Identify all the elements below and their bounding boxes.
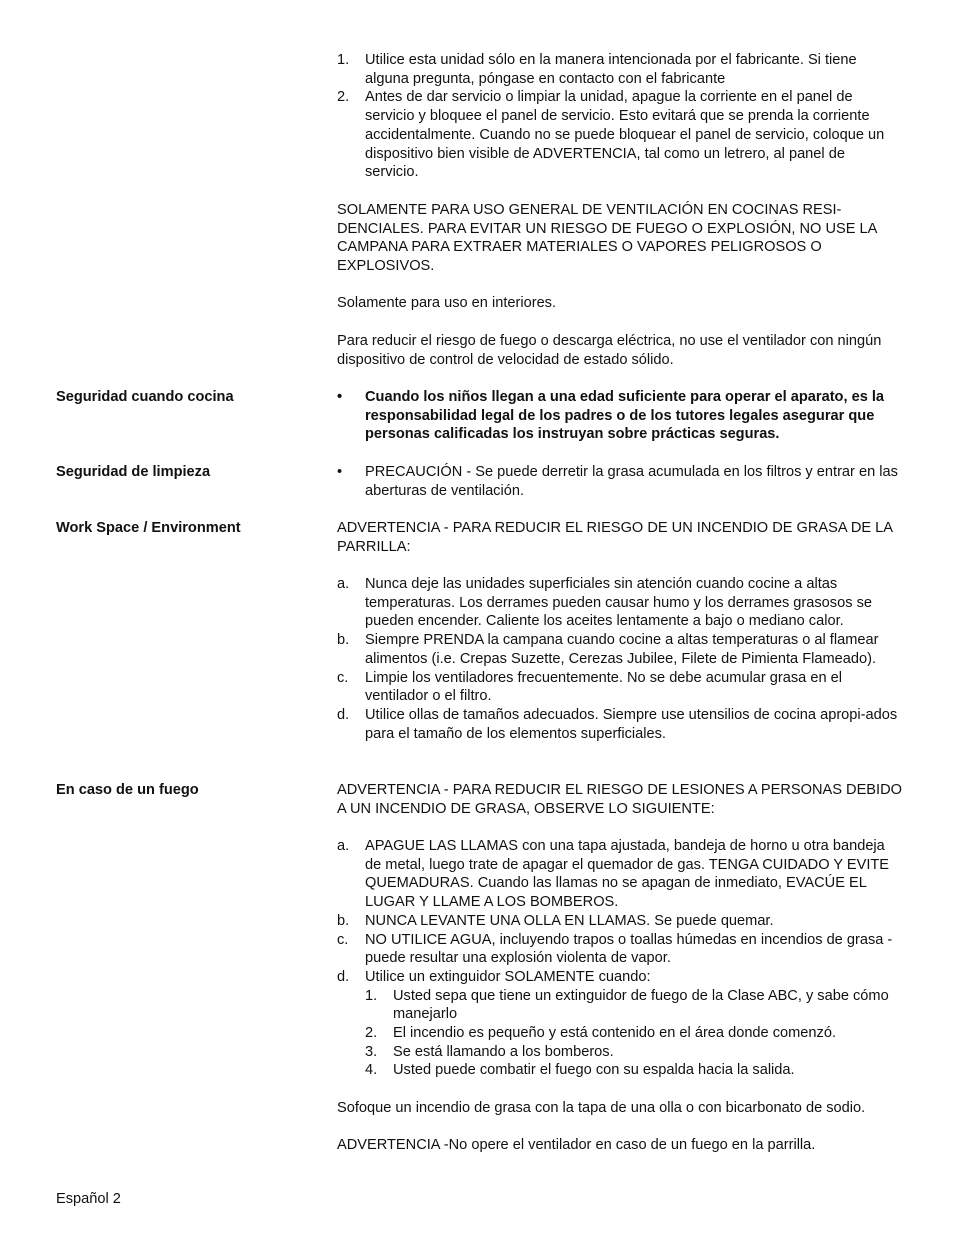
- sub-list-marker: 2.: [365, 1025, 378, 1042]
- page-footer: Español 2: [56, 1191, 121, 1207]
- list-marker: c.: [337, 931, 349, 948]
- list-item-text: Antes de dar servicio o limpiar la unidad, apague la corriente en el panel de servicio y bloquee el panel de servicio. Esto evitará que se prenda la corriente accidentalmente. Cuando no se puede bloquear el panel de servicio, coloque un dispositivo bien visible de ADVERTENCIA, tal como un letrero, al panel de servicio.: [365, 89, 885, 181]
- sub-list-marker: 1.: [365, 987, 378, 1004]
- list-item: [337, 837, 902, 912]
- work-space-list: [337, 575, 902, 743]
- list-marker: d.: [337, 706, 350, 723]
- list-item-text: APAGUE LAS LLAMAS con una tapa ajustada, bandeja de horno u otra bandeja de metal, luego trate de apagar el quemador de gas. TENGA CUIDADO Y EVITE QUEMADURAS. Cuando las llamas no se apagan de inmediato, EVACÚE EL LUGAR Y LLAME A LOS BOMBEROS.: [365, 838, 890, 911]
- speed-control-paragraph: Para reducir el riesgo de fuego o descarga eléctrica, no use el ventilador con ningún dispositivo de control de velocidad de estado sólido.: [337, 333, 882, 368]
- bullet-marker: •: [337, 389, 343, 405]
- list-marker: 1.: [337, 52, 350, 68]
- bullet-marker: •: [337, 464, 343, 480]
- list-item: [337, 631, 902, 668]
- fire-warning: ADVERTENCIA - PARA REDUCIR EL RIESGO DE LESIONES A PERSONAS DEBIDO A UN INCENDIO DE GRASA, OBSERVE LO SIGUIENTE:: [337, 782, 902, 817]
- sub-list-marker: 3.: [365, 1043, 378, 1060]
- list-marker: 2.: [337, 89, 350, 106]
- list-item-text: Cuando los niños llegan a una edad suficiente para operar el aparato, es la responsabilidad legal de los padres o de los tutores legales asegurar que personas calificadas los instruyan sobre prácticas seguras.: [365, 389, 885, 443]
- list-item: [337, 669, 902, 706]
- list-item-text: NO UTILICE AGUA, incluyendo trapos o toallas húmedas en incendios de grasa - puede resultar una explosión violenta de vapor.: [365, 931, 893, 967]
- list-marker: d.: [337, 968, 350, 985]
- list-item: [337, 463, 902, 500]
- list-item-text: Utilice esta unidad sólo en la manera intencionada por el fabricante. Si tiene alguna pregunta, póngase en contacto con el fabricante: [365, 52, 857, 87]
- sub-list-item-text: Usted puede combatir el fuego con su espalda hacia la salida.: [393, 1062, 795, 1079]
- sub-list-item: [365, 987, 902, 1024]
- list-item-text: Siempre PRENDA la campana cuando cocine a altas temperaturas o al flamear alimentos (i.e. Crepas Suzette, Cerezas Jubilee, Filete de Pimienta Flameado).: [365, 632, 879, 667]
- list-marker: b.: [337, 912, 350, 929]
- sub-list-item-text: Usted sepa que tiene un extinguidor de fuego de la Clase ABC, y sabe cómo manejarlo: [393, 987, 889, 1023]
- section-label-cleaning-safety: Seguridad de limpieza: [56, 464, 211, 480]
- list-item: [337, 51, 902, 88]
- cooking-safety-bullet: [337, 388, 902, 444]
- cleaning-safety-bullet: [337, 463, 902, 500]
- list-item-text: NUNCA LEVANTE UNA OLLA EN LLAMAS. Se puede quemar.: [365, 912, 774, 929]
- fire-list: [337, 837, 902, 1080]
- list-item: [337, 575, 902, 631]
- list-item: [337, 88, 902, 182]
- list-marker: c.: [337, 669, 349, 686]
- smother-fire-paragraph: Sofoque un incendio de grasa con la tapa de una olla o con bicarbonato de sodio.: [337, 1100, 866, 1116]
- list-marker: b.: [337, 632, 350, 649]
- section-label-work-space: Work Space / Environment: [56, 520, 241, 536]
- list-item-text: Utilice ollas de tamaños adecuados. Siempre use utensilios de cocina apropi-ados para el tamaño de los elementos superficiales.: [365, 706, 898, 742]
- list-item: [337, 931, 902, 968]
- intro-list: [337, 51, 902, 182]
- list-item-text: Nunca deje las unidades superficiales sin atención cuando cocine a altas temperaturas. Los derrames pueden causar humo y los derrames grasosos se pueden encender. Caliente los aceites lentamente a bajo o mediano calor.: [365, 576, 872, 630]
- list-item: [337, 706, 902, 743]
- list-item-text: PRECAUCIÓN - Se puede derretir la grasa acumulada en los filtros y entrar en las aberturas de ventilación.: [365, 464, 898, 499]
- sub-list-marker: 4.: [365, 1062, 378, 1079]
- sub-list-item: [365, 1024, 902, 1043]
- section-label-fire: En caso de un fuego: [56, 782, 199, 798]
- list-item: [337, 968, 902, 1080]
- final-warning-paragraph: ADVERTENCIA -No opere el ventilador en caso de un fuego en la parrilla.: [337, 1137, 816, 1153]
- list-marker: a.: [337, 576, 350, 592]
- list-marker: a.: [337, 838, 350, 854]
- indoor-use-paragraph: Solamente para uso en interiores.: [337, 295, 557, 311]
- list-item: [337, 388, 902, 444]
- sub-list-item: [365, 1061, 902, 1080]
- sub-list-item-text: El incendio es pequeño y está contenido en el área donde comenzó.: [393, 1025, 836, 1042]
- ventilation-warning-paragraph: SOLAMENTE PARA USO GENERAL DE VENTILACIÓN EN COCINAS RESI-DENCIALES. PARA EVITAR UN RIESGO DE FUEGO O EXPLOSIÓN, NO USE LA CAMPANA PARA EXTRAER MATERIALES O VAPORES PELIGROSOS O EXPLOSIVOS.: [337, 202, 877, 275]
- sub-list-item-text: Se está llamando a los bomberos.: [393, 1043, 614, 1060]
- list-item: [337, 912, 902, 931]
- work-space-warning: ADVERTENCIA - PARA REDUCIR EL RIESGO DE UN INCENDIO DE GRASA DE LA PARRILLA:: [337, 520, 893, 555]
- list-item-text: Limpie los ventiladores frecuentemente. No se debe acumular grasa en el ventilador o el filtro.: [365, 669, 842, 705]
- list-item-text: Utilice un extinguidor SOLAMENTE cuando:: [365, 968, 651, 985]
- sub-list-item: [365, 1043, 902, 1062]
- section-label-cooking-safety: Seguridad cuando cocina: [56, 389, 234, 405]
